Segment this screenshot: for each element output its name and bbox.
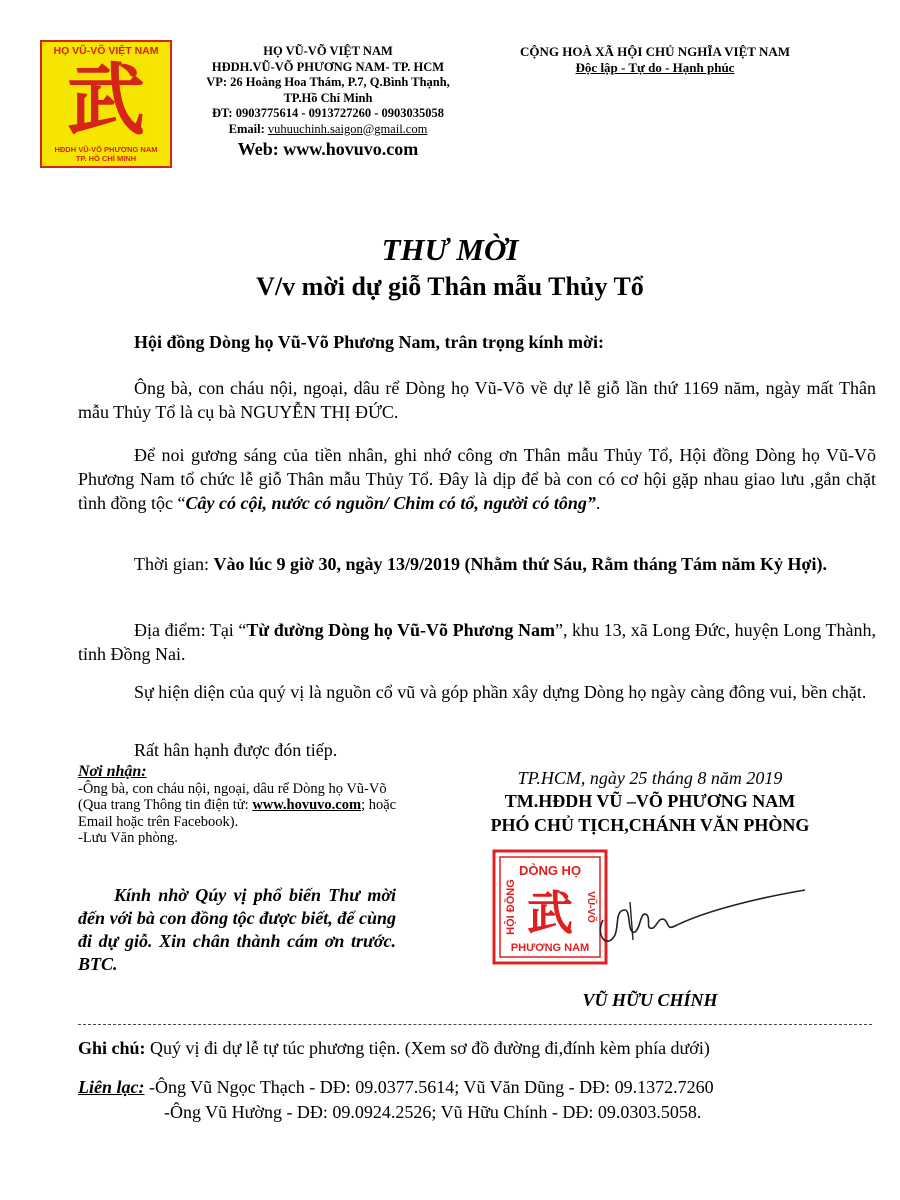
org-email-row xyxy=(178,122,478,138)
email-link[interactable]: vuhuuchinh.saigon@gmail.com xyxy=(267,121,428,136)
signer-name: VŨ HỮU CHÍNH xyxy=(582,990,718,1010)
clan-logo xyxy=(40,40,172,168)
place-name: Từ đường Dòng họ Vũ-Võ Phương Nam xyxy=(246,620,555,640)
org-address-line2: TP.Hồ Chí Minh xyxy=(283,90,373,105)
contact-label: Liên lạc: xyxy=(78,1077,145,1097)
org-phone: ĐT: 0903775614 - 0913727260 - 0903035058 xyxy=(211,106,445,120)
document-title: THƯ MỜI xyxy=(381,232,519,267)
thanks-line: Rất hân hạnh được đón tiếp. xyxy=(134,740,338,760)
logo-character: 武 xyxy=(66,57,145,144)
stamp-bottom-text: PHƯƠNG NAM xyxy=(510,942,590,954)
greeting: Hội đồng Dòng họ Vũ-Võ Phương Nam, trân trọng kính mời: xyxy=(134,332,604,352)
recipients-line1-end: ; hoặc Email hoặc trên Facebook). xyxy=(78,797,397,830)
logo-bottom-line1: HĐDH VŨ-VÕ PHƯƠNG NAM xyxy=(54,145,158,154)
time-value: Vào lúc 9 giờ 30, ngày 13/9/2019 (Nhằm thứ Sáu, Rằm tháng Tám năm Kỷ Hợi). xyxy=(213,554,827,574)
plea-text: Kính nhờ Qúy vị phổ biến Thư mời đến với bà con đồng tộc được biết, để cùng đi dự giỗ. Xin chân thành cám ơn trước. BTC. xyxy=(78,885,396,974)
signature-title2: PHÓ CHỦ TỊCH,CHÁNH VĂN PHÒNG xyxy=(490,815,810,835)
org-web[interactable]: Web: www.hovuvo.com xyxy=(237,139,419,159)
recipients-site-link[interactable]: www.hovuvo.com xyxy=(252,797,362,813)
recipients-line1 xyxy=(78,781,398,831)
stamp-left-text: HỘI ĐỒNG xyxy=(505,879,517,935)
republic-motto: Độc lập - Tự do - Hạnh phúc xyxy=(575,59,735,75)
paragraph-2-text: Để noi gương sáng của tiền nhân, ghi nhớ công ơn Thân mẫu Thủy Tổ, Hội đồng Dòng họ Vũ-Võ Phương Nam tổ chức lễ giỗ Thân mẫu Thủy Tổ. Đây là dịp để bà con có cơ hội gặp nhau giao lưu ,gắn chặt tình đồng tộc “ xyxy=(78,445,876,513)
place-paragraph xyxy=(78,618,876,666)
org-branch: HĐDH.VŨ-VÕ PHƯƠNG NAM- TP. HCM xyxy=(211,59,445,74)
dashed-divider xyxy=(78,1024,872,1025)
document-subtitle: V/v mời dự giỗ Thân mẫu Thủy Tổ xyxy=(256,272,644,301)
org-name: HỌ VŨ-VÕ VIỆT NAM xyxy=(263,44,393,58)
org-address-line1: VP: 26 Hoàng Hoa Thám, P.7, Q.Bình Thạnh, xyxy=(206,75,450,89)
republic-header xyxy=(490,44,820,75)
recipients-line1-text: -Ông bà, con cháu nội, ngoại, dâu rể Dòng họ Vũ-Võ (Qua trang Thông tin điện tử: xyxy=(78,780,387,813)
recipients-block xyxy=(78,764,398,847)
place-rest: ”, khu 13, xã Long Đức, huyện Long Thành, tỉnh Đồng Nai. xyxy=(78,620,876,664)
signature-date: TP.HCM, ngày 25 tháng 8 năm 2019 xyxy=(517,768,783,788)
logo-bottom-line2: TP. HỒ CHÍ MINH xyxy=(75,154,137,163)
note-line xyxy=(78,1038,710,1059)
contact-line2: -Ông Vũ Hường - DĐ: 09.0924.2526; Vũ Hữu Chính - DĐ: 09.0303.5058. xyxy=(164,1102,702,1122)
contact-line1 xyxy=(78,1075,714,1100)
paragraph-1: Ông bà, con cháu nội, ngoại, dâu rể Dòng họ Vũ-Võ về dự lễ giỗ lần thứ 1169 năm, ngày mất Thân mẫu Thủy Tổ là cụ bà NGUYỄN THỊ ĐỨC. xyxy=(78,378,876,422)
paragraph-2-end: . xyxy=(595,493,601,513)
contact-block xyxy=(78,1075,714,1125)
signature-title1: TM.HĐDH VŨ –VÕ PHƯƠNG NAM xyxy=(504,791,796,811)
stamp-right-text: VŨ-VÕ xyxy=(585,891,596,923)
recipients-heading: Nơi nhận: xyxy=(78,763,147,780)
recipients-line2: -Lưu Văn phòng. xyxy=(78,830,178,846)
stamp-character: 武 xyxy=(527,886,573,940)
signature-block xyxy=(430,768,870,837)
email-label: Email: xyxy=(228,121,268,136)
paragraph-2 xyxy=(78,443,876,515)
paragraph-2-quote: Cây có cội, nước có nguồn/ Chim có tổ, người có tông” xyxy=(185,493,596,513)
org-header xyxy=(178,44,478,160)
note-text: Quý vị đi dự lễ tự túc phương tiện. (Xem sơ đồ đường đi,đính kèm phía dưới) xyxy=(145,1038,710,1058)
handwritten-signature xyxy=(585,880,815,960)
logo-top-text: HỌ VŨ-VÕ VIỆT NAM xyxy=(53,45,159,57)
note-label: Ghi chú: xyxy=(78,1038,146,1058)
place-label: Địa điểm: Tại “ xyxy=(134,620,247,640)
time-label: Thời gian: xyxy=(134,554,214,574)
contact-line1-text: -Ông Vũ Ngọc Thạch - DĐ: 09.0377.5614; Vũ Văn Dũng - DĐ: 09.1372.7260 xyxy=(144,1077,714,1097)
time-paragraph xyxy=(78,552,876,576)
stamp-top-text: DÒNG HỌ xyxy=(518,863,582,878)
presence-paragraph: Sự hiện diện của quý vị là nguồn cổ vũ và góp phần xây dựng Dòng họ ngày càng đông vui, bền chặt. xyxy=(134,682,867,702)
republic-name: CỘNG HOÀ XÃ HỘI CHỦ NGHĨA VIỆT NAM xyxy=(519,44,791,59)
